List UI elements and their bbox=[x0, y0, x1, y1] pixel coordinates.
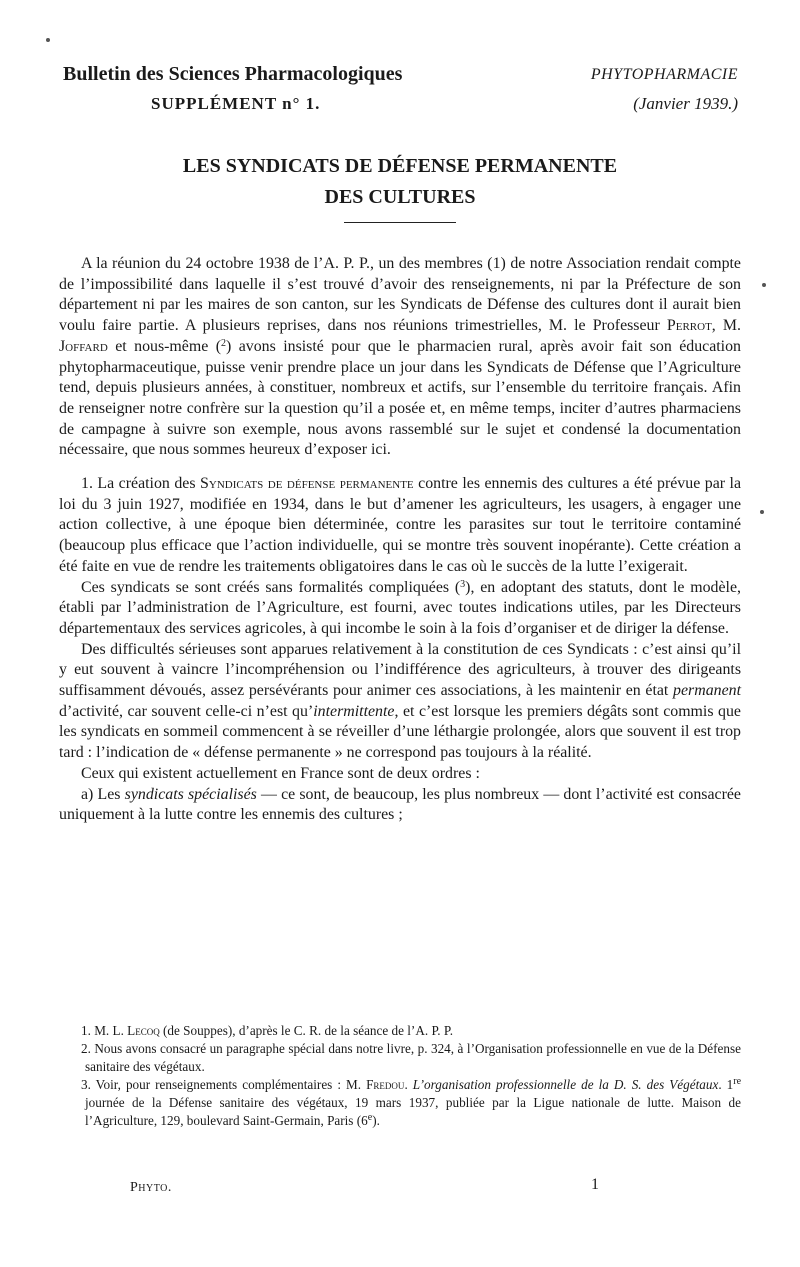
footnote-ref: 3 bbox=[460, 578, 466, 590]
author-name: Joffard bbox=[59, 337, 108, 355]
text-run: , M. bbox=[711, 317, 741, 335]
text-run: . 1 bbox=[718, 1077, 734, 1092]
supplement-number: SUPPLÉMENT n° 1. bbox=[151, 94, 321, 113]
text-run: 1. La création des bbox=[81, 475, 201, 493]
text-run: et nous-même ( bbox=[107, 337, 221, 355]
footnote-ref: 2 bbox=[220, 337, 226, 349]
emphasis: L’organisation professionnelle de la D. S. des Végétaux bbox=[412, 1077, 719, 1092]
page-number: 1 bbox=[591, 1176, 599, 1193]
article-title-line-1: LES SYNDICATS DE DÉFENSE PERMANENTE bbox=[182, 155, 618, 177]
title-divider bbox=[344, 222, 456, 223]
text-run: d’activité, car souvent celle-ci n’est qu’ bbox=[59, 702, 314, 720]
text-run: contre les ennemis des cultures a été prévue par la loi du 3 juin 1927, modifiée en 1934, dans le but d’amener les agriculteurs, les usagers, à engager une action collective, à une époque bien déterminée, contre les parasites sur tout le territoire contaminé (beaucoup plus efficace que l’action individuelle, qui se montre très souvent inopérante). Cette création a été faite en vue de rendre les traitements obligatoires dans le cas où le succès de la lutte l’exigerait. bbox=[59, 475, 742, 575]
emphasis: permanent bbox=[673, 682, 741, 700]
paragraph-difficulties bbox=[59, 640, 741, 764]
footnote-1 bbox=[59, 1022, 741, 1040]
paragraph-intro bbox=[59, 254, 741, 461]
paragraph-formalities bbox=[59, 578, 741, 640]
author-name: Lecoq bbox=[127, 1023, 160, 1038]
article-title bbox=[60, 151, 740, 213]
text-run: Ces syndicats se sont créés sans formalités compliquées ( bbox=[81, 578, 461, 596]
text-run: . bbox=[404, 1077, 413, 1092]
text-run: ). bbox=[372, 1113, 380, 1128]
article-body bbox=[59, 254, 741, 826]
paragraph-specialized bbox=[59, 785, 741, 826]
footnote-3 bbox=[59, 1076, 741, 1130]
footnote-ref: 1 bbox=[492, 255, 501, 272]
paragraph-section-1 bbox=[59, 474, 741, 578]
running-footer: Phyto. bbox=[130, 1180, 172, 1195]
text-run: journée de la Défense sanitaire des végétaux, 19 mars 1937, publiée par la Ligue nationale de lutte. Maison de l’Agriculture, 129, boulevard Saint-Germain, Paris (6 bbox=[85, 1095, 741, 1128]
term-small-caps: Syndicats de défense permanente bbox=[200, 475, 414, 493]
header-journal-block bbox=[63, 62, 423, 116]
text-run: 3. Voir, pour renseignements complémentaires : M. bbox=[81, 1077, 367, 1092]
scan-speck bbox=[46, 38, 50, 42]
author-name: Fredou bbox=[366, 1077, 405, 1092]
header-section-block bbox=[498, 62, 738, 116]
section-name: PHYTOPHARMACIE bbox=[590, 66, 738, 83]
scan-speck bbox=[760, 510, 764, 514]
text-run: ) de notre Association rendait compte de l’impossibilité dans laquelle il s’est trouvé d’avoir des renseignements, ni par la Préfecture de son département ni par les maires de son canton, sur les Syndicats de Défense des cultures dont il aurait bien voulu faire partie. A plusieurs reprises, dans nos réunions trimestrielles, M. le Professeur bbox=[59, 255, 741, 335]
issue-date: (Janvier 1939.) bbox=[633, 94, 738, 113]
text-run: 1. M. L. bbox=[81, 1023, 128, 1038]
text-run: ) avons insisté pour que le pharmacien rural, après avoir fait son éducation phytopharmaceutique, puisse venir prendre place un jour dans les Syndicats de Défense que l’Agriculture tend, depuis plusieurs années, à constituer, nombreux et actifs, sur l’ensemble du territoire français. Afin de renseigner notre confrère sur la question qu’il a posée et, en même temps, inciter d’autres pharmaciens de campagne à suivre son exemple, nous avons rassemblé sur le sujet et condensé la documentation nécessaire, que nous sommes heureux d’exposer ici. bbox=[59, 337, 741, 459]
article-title-line-2: DES CULTURES bbox=[324, 186, 476, 208]
footnotes bbox=[59, 1022, 741, 1130]
emphasis: syndicats spécialisés bbox=[124, 785, 257, 803]
text-run: a) Les bbox=[81, 785, 125, 803]
footnote-2: 2. Nous avons consacré un paragraphe spécial dans notre livre, p. 324, à l’Organisation professionnelle en vue de la Défense sanitaire des végétaux. bbox=[81, 1041, 741, 1074]
author-name: Perrot bbox=[666, 317, 712, 335]
superscript: re bbox=[733, 1076, 742, 1087]
scan-speck bbox=[762, 283, 766, 287]
text-run: ), en adoptant des statuts, dont le modèle, établi par l’administration de l’Agriculture, est fourni, avec toutes indications utiles, par les Directeurs départementaux des services agricoles, à qui incombe le soin à la fois d’organiser et de diriger la défense. bbox=[59, 578, 742, 637]
text-run: (de Souppes), d’après le C. R. de la séance de l’A. P. P. bbox=[159, 1023, 454, 1038]
journal-title: Bulletin des Sciences Pharmacologiques bbox=[63, 63, 403, 85]
superscript: e bbox=[367, 1112, 373, 1123]
text-run: , et c’est lorsque les premiers dégâts sont commis que les syndicats en sommeil commencent à se réveiller d’une léthargie prolongée, alors que souvent il est trop tard : l’indication de « défense permanente » ne correspond pas toujours à la réalité. bbox=[59, 702, 741, 762]
emphasis: intermittente bbox=[313, 702, 395, 720]
text-run: Des difficultés sérieuses sont apparues relativement à la constitution de ces Syndicats : c’est ainsi qu’il y eut souvent à vaincre l’incompréhension ou l’indifférence des agriculteurs, à trouver des dirigeants suffisamment dévoués, assez persévérants pour animer ces associations, à les maintenir en état bbox=[59, 640, 741, 700]
paragraph-two-orders: Ceux qui existent actuellement en France sont de deux ordres : bbox=[81, 764, 480, 782]
text-run: A la réunion du 24 octobre 1938 de l’A. P. P., un des membres ( bbox=[81, 255, 493, 272]
text-run: — ce sont, de beaucoup, les plus nombreux — dont l’activité est consacrée uniquement à la lutte contre les ennemis des cultures ; bbox=[59, 785, 741, 824]
